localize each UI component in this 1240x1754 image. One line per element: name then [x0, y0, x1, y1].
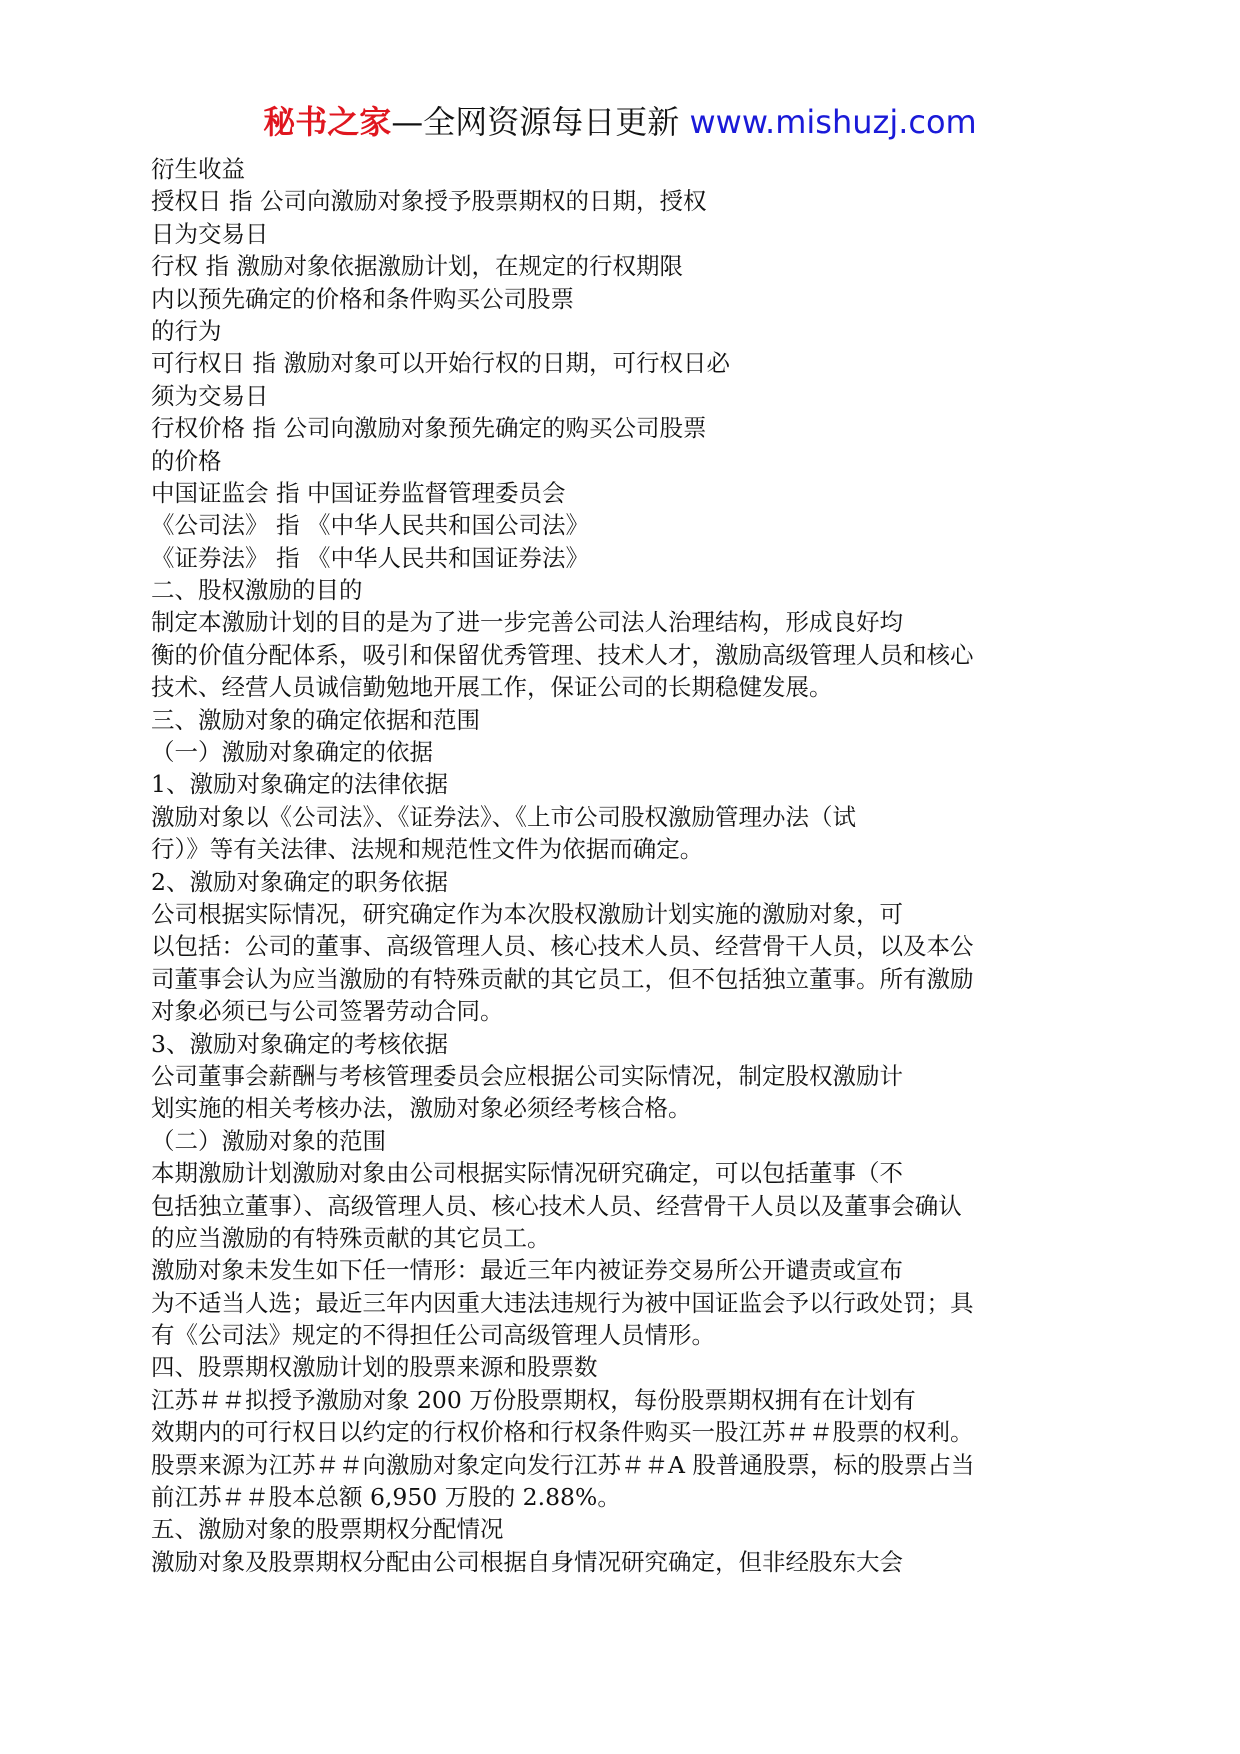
text-line: 股票来源为江苏＃＃向激励对象定向发行江苏＃＃A 股普通股票，标的股票占当 — [151, 1450, 975, 1479]
site-url-link[interactable]: www.mishuzj.com — [689, 103, 977, 141]
text-line: 须为交易日 — [151, 381, 269, 410]
text-line: 以包括：公司的董事、高级管理人员、核心技术人员、经营骨干人员，以及本公 — [151, 932, 974, 961]
subsection-heading: 2、激励对象确定的职务依据 — [151, 867, 448, 896]
text-line: 《证券法》 指 《中华人民共和国证券法》 — [151, 543, 589, 572]
text-line: 激励对象及股票期权分配由公司根据自身情况研究确定，但非经股东大会 — [151, 1547, 903, 1576]
text-line: 制定本激励计划的目的是为了进一步完善公司法人治理结构，形成良好均 — [151, 608, 903, 637]
text-line: 司董事会认为应当激励的有特殊贡献的其它员工，但不包括独立董事。所有激励 — [151, 964, 974, 993]
text-line: 前江苏＃＃股本总额 6,950 万股的 2.88%。 — [151, 1483, 621, 1512]
text-line: 行权 指 激励对象依据激励计划，在规定的行权期限 — [151, 252, 683, 281]
text-line: 《公司法》 指 《中华人民共和国公司法》 — [151, 511, 589, 540]
text-line: 包括独立董事）、高级管理人员、核心技术人员、经营骨干人员以及董事会确认 — [151, 1191, 962, 1220]
text-line: 日为交易日 — [151, 219, 269, 248]
text-line: 衍生收益 — [151, 155, 245, 183]
text-line: 的应当激励的有特殊贡献的其它员工。 — [151, 1223, 551, 1252]
text-line: 内以预先确定的价格和条件购买公司股票 — [151, 284, 574, 313]
text-line: 为不适当人选；最近三年内因重大违法违规行为被中国证监会予以行政处罚；具 — [151, 1288, 974, 1317]
text-line: 激励对象以《公司法》、《证券法》、《上市公司股权激励管理办法（试 — [151, 802, 856, 831]
text-line: 公司根据实际情况，研究确定作为本次股权激励计划实施的激励对象，可 — [151, 899, 903, 928]
text-line: 技术、经营人员诚信勤勉地开展工作，保证公司的长期稳健发展。 — [151, 673, 833, 702]
text-line: 衡的价值分配体系，吸引和保留优秀管理、技术人才，激励高级管理人员和核心 — [151, 640, 974, 669]
section-heading: 五、激励对象的股票期权分配情况 — [151, 1515, 504, 1544]
subsection-heading: 3、激励对象确定的考核依据 — [151, 1029, 448, 1058]
text-line: 激励对象未发生如下任一情形：最近三年内被证券交易所公开谴责或宣布 — [151, 1256, 903, 1285]
section-heading: 三、激励对象的确定依据和范围 — [151, 705, 480, 734]
subsection-heading: （一）激励对象确定的依据 — [151, 738, 433, 767]
section-heading: 二、股权激励的目的 — [151, 576, 363, 605]
subsection-heading: （二）激励对象的范围 — [151, 1126, 386, 1155]
text-line: 江苏＃＃拟授予激励对象 200 万份股票期权，每份股票期权拥有在计划有 — [151, 1385, 916, 1414]
text-line: 本期激励计划激励对象由公司根据实际情况研究确定，可以包括董事（不 — [151, 1159, 903, 1188]
text-line: 中国证监会 指 中国证券监督管理委员会 — [151, 478, 566, 507]
subsection-heading: 1、激励对象确定的法律依据 — [151, 770, 448, 799]
text-line: 公司董事会薪酬与考核管理委员会应根据公司实际情况，制定股权激励计 — [151, 1061, 903, 1090]
site-header-banner — [0, 100, 1240, 144]
text-line: 有《公司法》规定的不得担任公司高级管理人员情形。 — [151, 1321, 715, 1350]
text-line: 效期内的可行权日以约定的行权价格和行权条件购买一股江苏＃＃股票的权利。 — [151, 1418, 974, 1447]
document-body — [151, 153, 1151, 1578]
site-tagline: —全网资源每日更新 — [391, 103, 690, 141]
text-line: 的行为 — [151, 316, 222, 345]
text-line: 授权日 指 公司向激励对象授予股票期权的日期，授权 — [151, 187, 707, 216]
text-line: 行）》等有关法律、法规和规范性文件为依据而确定。 — [151, 835, 704, 864]
text-line: 划实施的相关考核办法，激励对象必须经考核合格。 — [151, 1094, 692, 1123]
text-line: 可行权日 指 激励对象可以开始行权的日期，可行权日必 — [151, 349, 730, 378]
text-line: 行权价格 指 公司向激励对象预先确定的购买公司股票 — [151, 414, 707, 443]
section-heading: 四、股票期权激励计划的股票来源和股票数 — [151, 1353, 598, 1382]
text-line: 的价格 — [151, 446, 222, 475]
site-brand-name: 秘书之家 — [263, 103, 392, 141]
text-line: 对象必须已与公司签署劳动合同。 — [151, 997, 504, 1026]
